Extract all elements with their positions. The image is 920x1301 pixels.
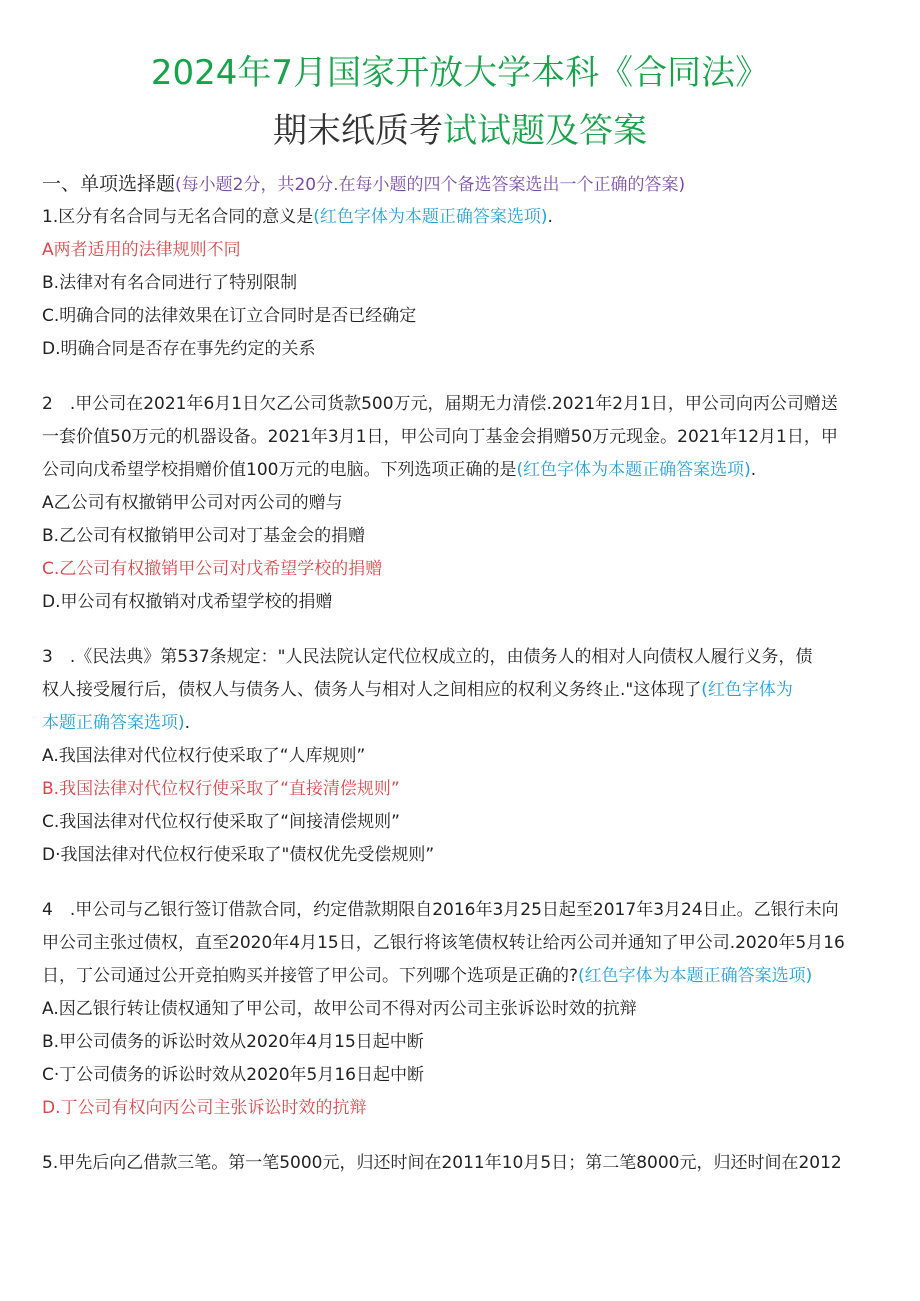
stem-suffix: . bbox=[184, 713, 191, 733]
title-line-1-part-1: 2024年7月国家开放大学本科 bbox=[150, 53, 600, 93]
question-4 bbox=[42, 894, 884, 1125]
stem-text: 权人接受履行后，债权人与债务人、债务人与相对人之间相应的权利义务终止."这体现了 bbox=[42, 680, 702, 700]
answer-hint: 本题正确答案选项) bbox=[42, 713, 185, 733]
stem-line: 5.甲先后向乙借款三笔。第一笔5000元，归还时间在2011年10月5日；第二笔8000元，归还时间在2012 bbox=[42, 1153, 842, 1173]
title-line-2 bbox=[0, 108, 920, 154]
answer-hint: (红色字体为 bbox=[701, 680, 793, 700]
option-d: D.丁公司有权向丙公司主张诉讼时效的抗辩 bbox=[42, 1098, 367, 1118]
section-heading: 一、单项选择题 bbox=[42, 173, 176, 195]
option-b: B.甲公司债务的诉讼时效从2020年4月15日起中断 bbox=[42, 1032, 424, 1052]
option-d: D.明确合同是否存在事先约定的关系 bbox=[42, 339, 316, 359]
question-stem bbox=[42, 960, 884, 993]
stem-line: 3 .《民法典》第537条规定："人民法院认定代位权成立的，由债务人的相对人向债权人履行义务，债 bbox=[42, 647, 813, 667]
stem-text: 公司向戊希望学校捐赠价值100万元的电脑。下列选项正确的是 bbox=[42, 460, 517, 480]
answer-hint: (红色字体为本题正确答案选项) bbox=[578, 966, 813, 986]
document-content bbox=[42, 168, 884, 1180]
stem-suffix: . bbox=[547, 207, 553, 227]
question-stem bbox=[42, 454, 884, 487]
section-heading-line bbox=[42, 168, 884, 201]
title-line-1-part-2: 《合同法》 bbox=[599, 53, 770, 93]
option-b: B.乙公司有权撤销甲公司对丁基金会的捐赠 bbox=[42, 526, 366, 546]
stem-text: 1.区分有名合同与无名合同的意义是 bbox=[42, 207, 314, 227]
option-a: A.我国法律对代位权行使采取了“人库规则” bbox=[42, 746, 366, 766]
question-stem bbox=[42, 674, 884, 707]
option-c: C.我国法律对代位权行使采取了“间接清偿规则” bbox=[42, 812, 400, 832]
option-a: A.因乙银行转让债权通知了甲公司，故甲公司不得对丙公司主张诉讼时效的抗辩 bbox=[42, 999, 637, 1019]
question-5 bbox=[42, 1147, 884, 1180]
stem-suffix: . bbox=[750, 460, 757, 480]
question-3 bbox=[42, 641, 884, 872]
question-stem bbox=[42, 201, 884, 234]
question-2 bbox=[42, 388, 884, 619]
question-stem-end bbox=[42, 707, 884, 740]
stem-line: 甲公司主张过债权，直至2020年4月15日，乙银行将该笔债权转让给丙公司并通知了甲公司.2020年5月16 bbox=[42, 933, 845, 953]
title-line-1 bbox=[0, 50, 920, 96]
title-line-2-part-1: 期末纸质考 bbox=[273, 111, 443, 151]
stem-line: 2 .甲公司在2021年6月1日欠乙公司货款500万元，届期无力清偿.2021年2月1日，甲公司向丙公司赠送 bbox=[42, 394, 838, 414]
option-d: D·我国法律对代位权行使采取了"债权优先受偿规则” bbox=[42, 845, 435, 865]
section-note: (每小题2分，共20分.在每小题的四个备选答案选出一个正确的答案) bbox=[175, 175, 686, 195]
option-d: D.甲公司有权撤销对戊希望学校的捐赠 bbox=[42, 592, 333, 612]
option-b: B.法律对有名合同进行了特别限制 bbox=[42, 273, 298, 293]
answer-hint: (红色字体为本题正确答案选项) bbox=[516, 460, 751, 480]
option-c: C·丁公司债务的诉讼时效从2020年5月16日起中断 bbox=[42, 1065, 424, 1085]
option-c: C.明确合同的法律效果在订立合同时是否已经确定 bbox=[42, 306, 417, 326]
option-a: A两者适用的法律规则不同 bbox=[42, 240, 241, 260]
question-1 bbox=[42, 201, 884, 366]
option-c: C.乙公司有权撤销甲公司对戊希望学校的捐赠 bbox=[42, 559, 383, 579]
option-a: A乙公司有权撤销甲公司对丙公司的赠与 bbox=[42, 493, 343, 513]
answer-hint: (红色字体为本题正确答案选项) bbox=[313, 207, 548, 227]
stem-line: 4 .甲公司与乙银行签订借款合同，约定借款期限自2016年3月25日起至2017年3月24日止。乙银行未向 bbox=[42, 900, 839, 920]
stem-line: 一套价值50万元的机器设备。2021年3月1日，甲公司向丁基金会捐赠50万元现金。2021年12月1日，甲 bbox=[42, 427, 838, 447]
stem-text: 日，丁公司通过公开竞拍购买并接管了甲公司。下列哪个选项是正确的? bbox=[42, 966, 579, 986]
title-line-2-part-2: 试试题及答案 bbox=[443, 111, 647, 151]
option-b: B.我国法律对代位权行使采取了“直接清偿规则” bbox=[42, 779, 400, 799]
